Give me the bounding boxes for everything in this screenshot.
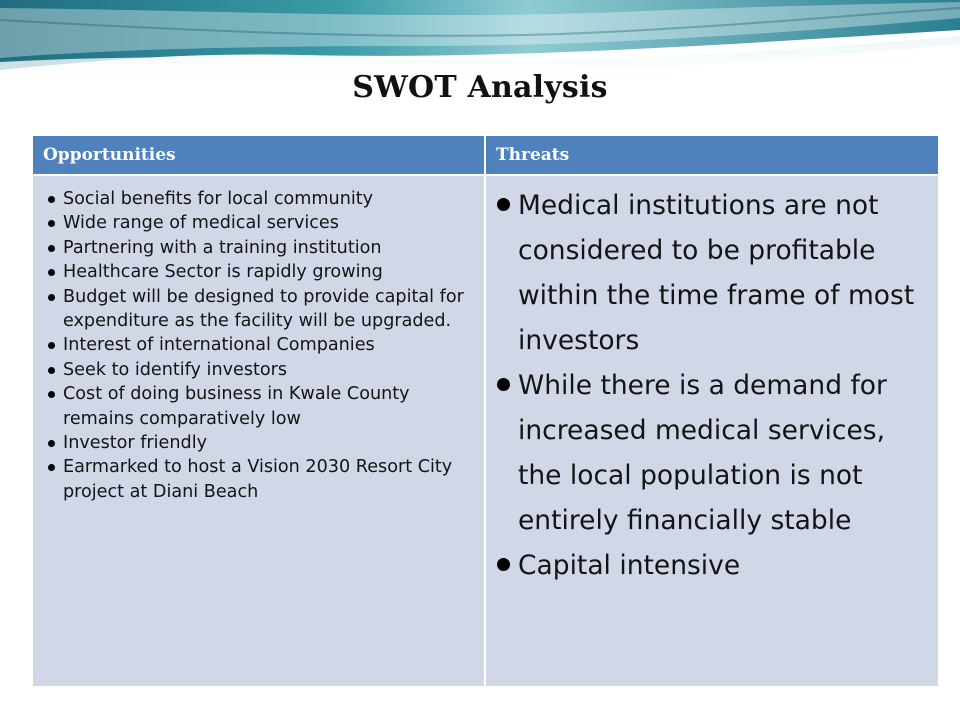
list-item: Social benefits for local community xyxy=(44,187,477,211)
opportunities-header: Opportunities xyxy=(32,136,485,175)
opportunities-list xyxy=(34,177,483,504)
table-row xyxy=(32,175,939,687)
list-item: Wide range of medical services xyxy=(44,211,477,235)
threats-header: Threats xyxy=(485,136,939,175)
list-item: Cost of doing business in Kwale County remains comparatively low xyxy=(44,382,477,431)
swot-table xyxy=(31,136,940,688)
page-title: SWOT Analysis xyxy=(352,70,608,105)
list-item: Interest of international Companies xyxy=(44,333,477,357)
table-header-row xyxy=(32,136,939,175)
threats-list xyxy=(487,177,937,588)
list-item: Budget will be designed to provide capital for expenditure as the facility will be upgraded. xyxy=(44,285,477,334)
decorative-banner xyxy=(0,0,960,80)
list-item: Medical institutions are not considered to be profitable within the time frame of most investors xyxy=(495,183,933,363)
list-item: While there is a demand for increased medical services, the local population is not entirely financially stable xyxy=(495,363,933,543)
opportunities-cell xyxy=(32,175,485,687)
list-item: Capital intensive xyxy=(495,543,933,588)
list-item: Partnering with a training institution xyxy=(44,236,477,260)
list-item: Earmarked to host a Vision 2030 Resort City project at Diani Beach xyxy=(44,455,477,504)
threats-cell xyxy=(485,175,939,687)
list-item: Healthcare Sector is rapidly growing xyxy=(44,260,477,284)
list-item: Seek to identify investors xyxy=(44,358,477,382)
list-item: Investor friendly xyxy=(44,431,477,455)
